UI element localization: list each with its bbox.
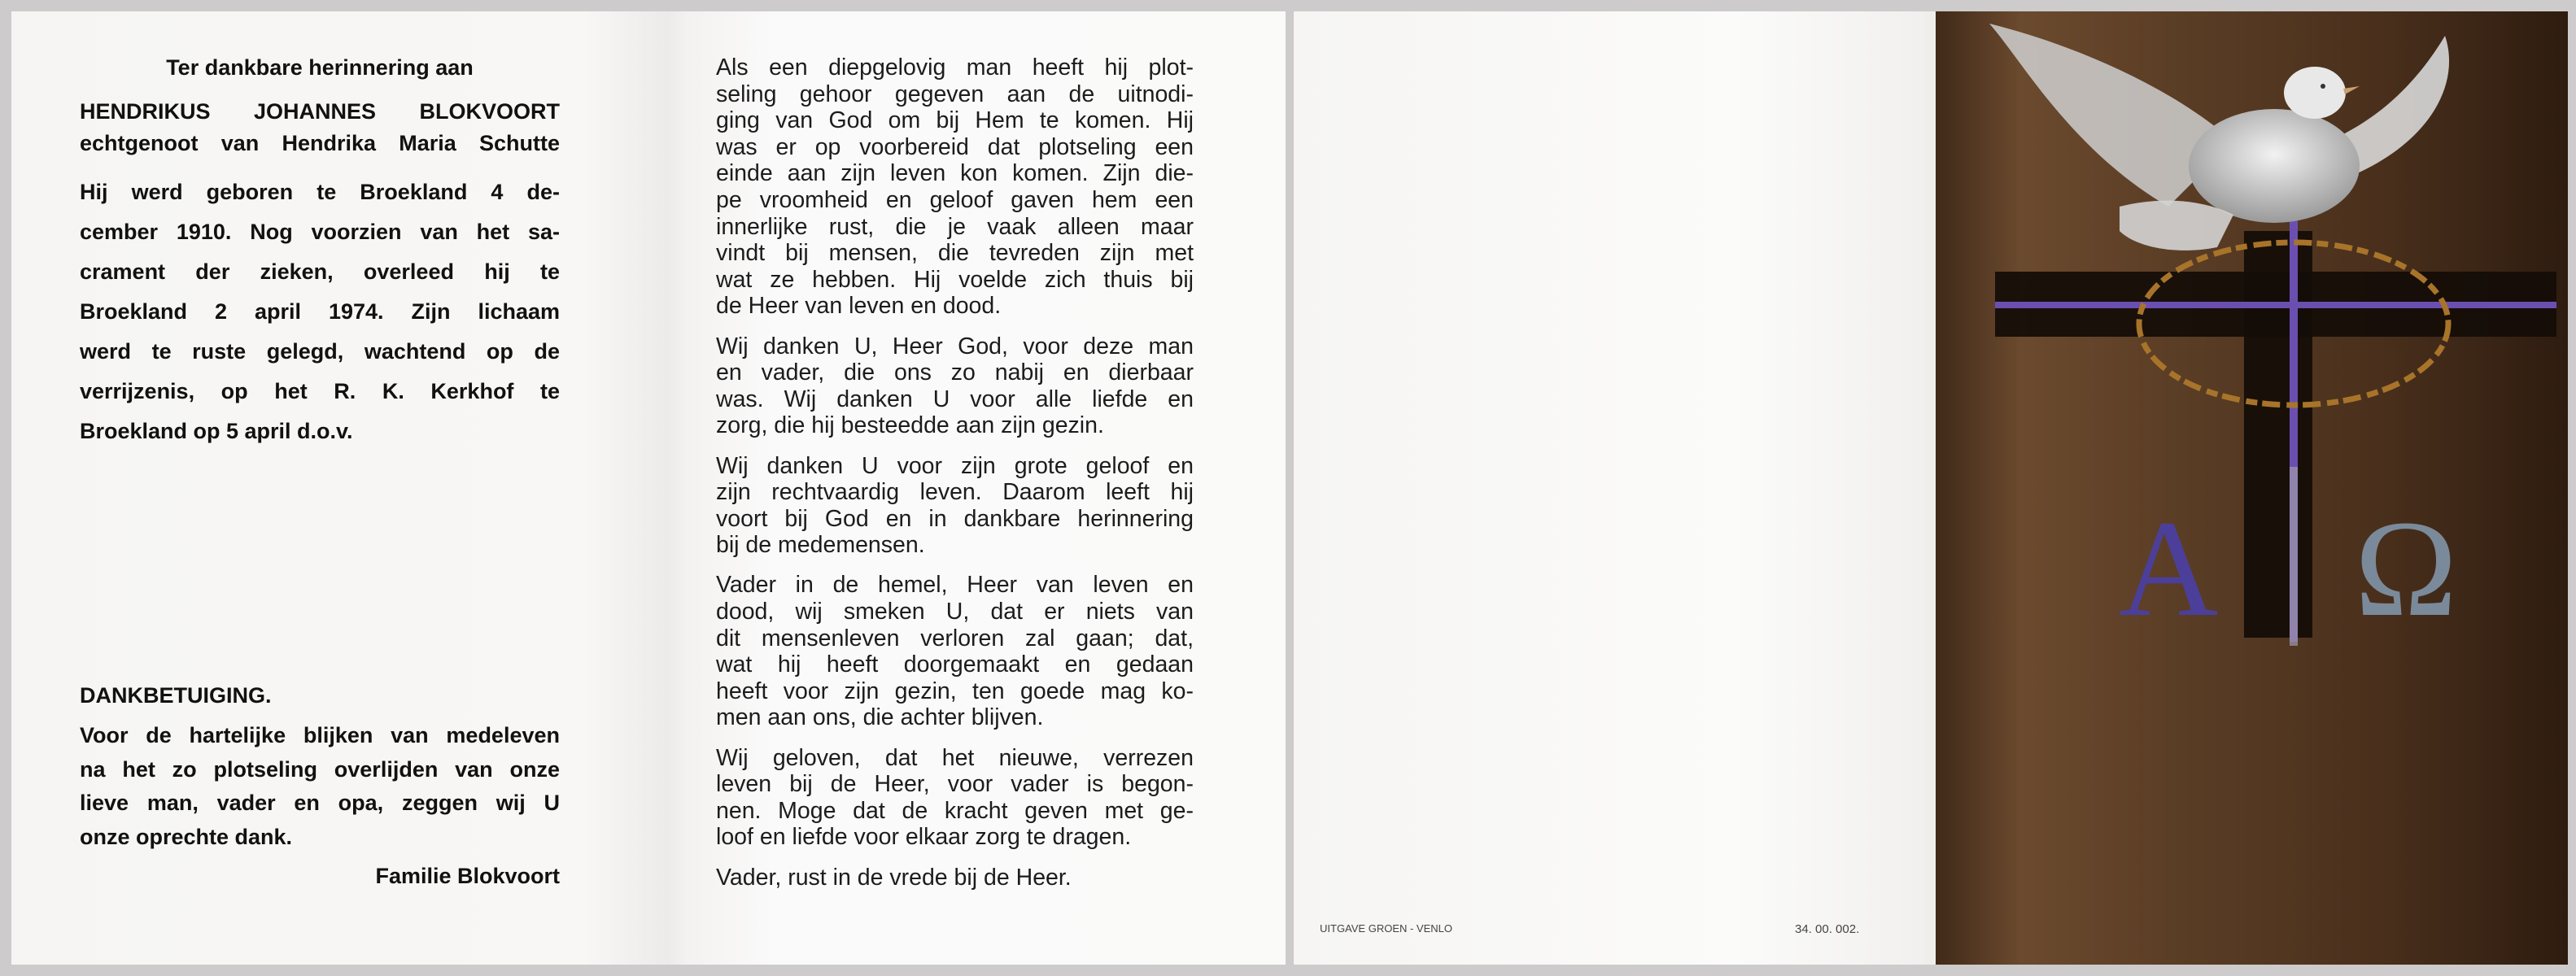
prayer-line: voort bij God en in dankbare herinnering — [716, 505, 1194, 532]
biography-line: crament der zieken, overleed hij te — [80, 259, 560, 284]
cross-purple-beam — [1995, 302, 2556, 308]
thanks-line: onze oprechte dank. — [80, 824, 293, 849]
dove-cross-painting — [1924, 11, 2568, 965]
prayer-line: ging van God om bij Hem te komen. Hij — [716, 107, 1194, 134]
prayer-paragraph — [716, 54, 1194, 320]
prayer-text — [716, 54, 1194, 904]
thanks-line: Voor de hartelijke blijken van medeleven — [80, 723, 560, 747]
prayer-line: Wij geloven, dat het nieuwe, verrezen — [716, 744, 1194, 771]
deceased-name: HENDRIKUS JOHANNES BLOKVOORT — [80, 99, 560, 124]
prayer-line: wat hij heeft doorgemaakt en gedaan — [716, 651, 1194, 678]
memorial-card-outside — [1294, 11, 2568, 965]
prayer-line: zijn rechtvaardig leven. Daarom leeft hij — [716, 479, 1194, 506]
memorial-card-inside — [11, 11, 1286, 965]
biography-line: Broekland 2 april 1974. Zijn lichaam — [80, 299, 560, 324]
prayer-paragraph — [716, 333, 1194, 439]
alpha-letter: A — [2118, 492, 2219, 645]
card-title: Ter dankbare herinnering aan — [166, 55, 474, 80]
prayer-line: pe vroomheid en geloof gaven hem een — [716, 186, 1194, 213]
prayer-line: seling gehoor gegeven aan de uitnodi- — [716, 81, 1194, 107]
prayer-line: Als een diepgelovig man heeft hij plot- — [716, 54, 1194, 81]
torn-edge — [1924, 11, 1936, 965]
prayer-line: was er op voorbereid dat plotseling een — [716, 133, 1194, 160]
prayer-line: dit mensenleven verloren zal gaan; dat, — [716, 625, 1194, 651]
thanks-text — [80, 719, 560, 854]
prayer-line: leven bij de Heer, voor vader is begon- — [716, 771, 1194, 798]
prayer-line: nen. Moge dat de kracht geven met ge- — [716, 797, 1194, 824]
prayer-line: men aan ons, die achter blijven. — [716, 704, 1044, 731]
biography-line: Broekland op 5 april d.o.v. — [80, 419, 353, 443]
biography-line: werd te ruste gelegd, wachtend op de — [80, 339, 560, 364]
biography-line: Hij werd geboren te Broekland 4 de- — [80, 180, 560, 204]
prayer-line: einde aan zijn leven kon komen. Zijn die- — [716, 160, 1194, 187]
back-panel — [1294, 11, 1924, 965]
thanks-heading: DANKBETUIGING. — [80, 683, 272, 708]
prayer-line: de Heer van leven en dood. — [716, 293, 1002, 320]
cross-post-light — [2290, 467, 2298, 646]
prayer-line: heeft voor zijn gezin, ten goede mag ko- — [716, 678, 1194, 704]
publisher-imprint: UITGAVE GROEN - VENLO — [1320, 922, 1453, 935]
prayer-paragraph — [716, 865, 1194, 891]
card-code: 34. 00. 002. — [1795, 922, 1860, 936]
prayer-line: Vader, rust in de vrede bij de Heer. — [716, 864, 1072, 891]
prayer-line: was. Wij danken U voor alle liefde en — [716, 386, 1194, 412]
prayer-line: Wij danken U, Heer God, voor deze man — [716, 333, 1194, 359]
omega-letter: Ω — [2354, 492, 2458, 645]
prayer-paragraph — [716, 745, 1194, 851]
prayer-line: dood, wij smeken U, dat er niets van — [716, 599, 1194, 625]
prayer-line: innerlijke rust, die je vaak alleen maar — [716, 213, 1194, 240]
biography-line: verrijzenis, op het R. K. Kerkhof te — [80, 379, 560, 403]
prayer-line: loof en liefde voor elkaar zorg te dragen. — [716, 824, 1132, 851]
prayer-line: zorg, die hij besteedde aan zijn gezin. — [716, 412, 1104, 439]
prayer-line: bij de medemensen. — [716, 532, 925, 559]
prayer-line: Vader in de hemel, Heer van leven en — [716, 572, 1194, 599]
cross-dark-post — [2244, 231, 2312, 638]
biography-line: cember 1910. Nog voorzien van het sa- — [80, 220, 560, 244]
biography — [80, 172, 560, 451]
prayer-line: vindt bij mensen, die tevreden zijn met — [716, 240, 1194, 267]
deceased-name-block — [80, 96, 560, 159]
prayer-paragraph — [716, 572, 1194, 731]
prayer-line: wat ze hebben. Hij voelde zich thuis bij — [716, 266, 1194, 293]
thanks-line: na het zo plotseling overlijden van onze — [80, 756, 560, 782]
thanks-line: lieve man, vader en opa, zeggen wij U — [80, 791, 560, 815]
spouse-line: echtgenoot van Hendrika Maria Schutte — [80, 131, 560, 155]
prayer-paragraph — [716, 453, 1194, 559]
family-signature: Familie Blokvoort — [375, 864, 560, 888]
prayer-line: Wij danken U voor zijn grote geloof en — [716, 452, 1194, 479]
prayer-line: en vader, die ons zo nabij en dierbaar — [716, 359, 1194, 386]
